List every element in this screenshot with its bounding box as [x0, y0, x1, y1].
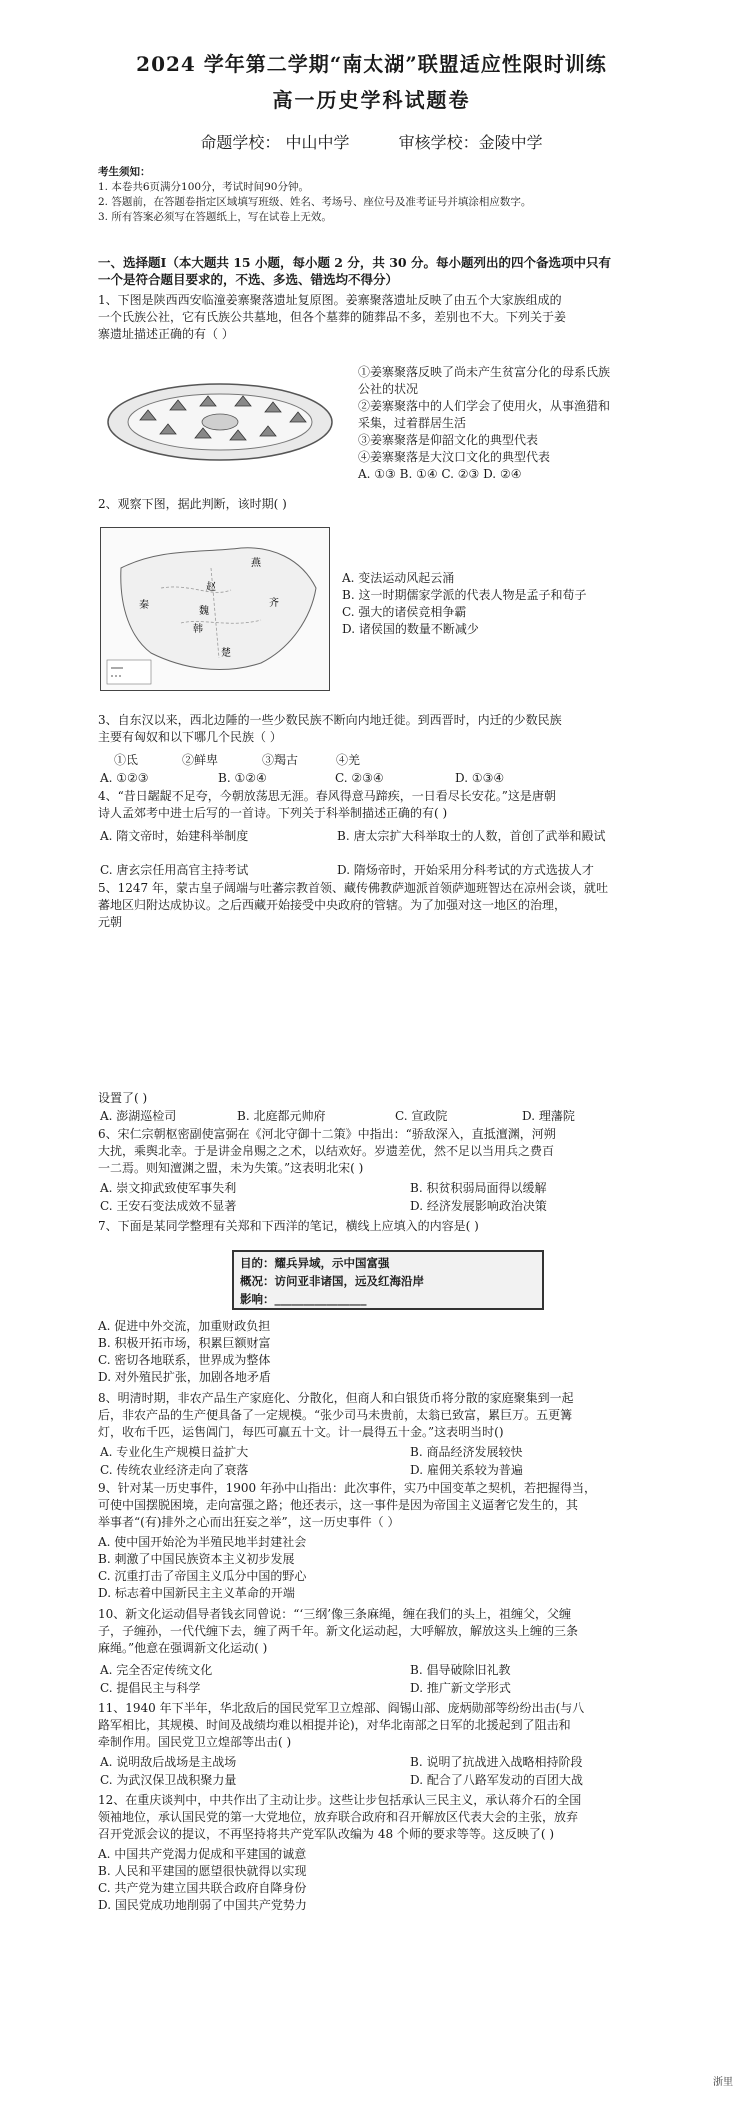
stem-line: 一二焉。则知澶渊之盟，未为失策。”这表明北宋( )	[98, 1161, 364, 1175]
stem-line: 可使中国摆脱困境，走向富强之路；他还表示，这一事件是因为帝国主义逼奢它发生的，其	[98, 1498, 579, 1512]
section-heading-line: 一、选择题Ⅰ（本大题共 15 小题，每小题 2 分，共 30 分。每小题列出的四个备选项中只有	[98, 255, 611, 270]
q3-item: ①氐	[114, 753, 139, 767]
stem-line: 5、1247 年，蒙古皇子阔端与吐蕃宗教首领、藏传佛教萨迦派首领萨迦班智达在凉州会谈，就吐	[98, 881, 608, 895]
stem-line: 主要有匈奴和以下哪几个民族（ ）	[98, 730, 282, 744]
option[interactable]: D. 经济发展影响政治决策	[410, 1199, 547, 1213]
option[interactable]: D. 配合了八路军发动的百团大战	[410, 1773, 583, 1787]
option[interactable]: B. 人民和平建国的愿望很快就得以实现	[98, 1864, 307, 1878]
stem-line: 子，子缠孙，一代代缠下去，缠了两千年。新文化运动起，大呼解放，解放这头上缠的三条	[98, 1624, 579, 1638]
option[interactable]: D. 理藩院	[522, 1109, 575, 1123]
option[interactable]: A. ①②③	[100, 771, 149, 785]
option[interactable]: C. 共产党为建立国共联合政府自降身份	[98, 1881, 307, 1895]
question-2-stem: 2、观察下图，据此判断，该时期( )	[98, 497, 287, 511]
stem-line: 寨遗址描述正确的有（ ）	[98, 327, 234, 341]
exam-notes	[98, 165, 531, 225]
map-image	[101, 528, 329, 690]
option[interactable]: B. 商品经济发展较快	[410, 1445, 523, 1459]
question-12-stem	[98, 1792, 653, 1843]
note-item: 2. 答题前，在答题卷指定区域填写班级、姓名、考场号、座位号及准考证号并填涂相应数字。	[98, 196, 532, 208]
section-heading-line: 一个是符合题目要求的，不选、多选、错选均不得分）	[98, 272, 399, 287]
map-label-qin: 秦	[139, 600, 149, 611]
zheng-he-notes-box	[232, 1250, 544, 1310]
option[interactable]: B. 刺激了中国民族资本主义初步发展	[98, 1552, 295, 1566]
question-7-options	[98, 1318, 653, 1386]
option[interactable]: A. 变法运动风起云涌	[342, 571, 455, 585]
section-heading	[98, 254, 658, 288]
option[interactable]: B. 这一时期儒家学派的代表人物是孟子和荀子	[342, 588, 587, 602]
reviewer-school: 审核学校：金陵中学	[398, 133, 543, 152]
question-7-stem: 7、下面是某同学整理有关郑和下西洋的笔记，横线上应填入的内容是( )	[98, 1219, 479, 1233]
statement: ③姜寨聚落是仰韶文化的典型代表	[358, 433, 539, 447]
map-label-qi: 齐	[269, 598, 279, 609]
exam-subtitle: 高一历史学科试题卷	[272, 88, 471, 112]
question-4-stem	[98, 788, 653, 822]
option[interactable]: C. 强大的诸侯竞相争霸	[342, 605, 467, 619]
question-1-stem	[98, 292, 653, 343]
stem-line: 8、明清时期，非农产品生产家庭化、分散化，但商人和白银货币将分散的家庭聚集到一起	[98, 1391, 574, 1405]
village-reconstruction-image	[100, 370, 340, 466]
stem-line: 3、自东汉以来，西北边陲的一些少数民族不断向内地迁徙。到西晋时，内迁的少数民族	[98, 713, 562, 727]
option[interactable]: D. 隋炀帝时，开始采用分科考试的方式选拔人才	[337, 863, 594, 877]
stem-line: 12、在重庆谈判中，中共作出了主动让步。这些让步包括承认三民主义，承认蒋介石的全国	[98, 1793, 582, 1807]
map-label-wei: 魏	[199, 606, 209, 617]
option[interactable]: A. 专业化生产规模日益扩大	[100, 1445, 249, 1459]
stem-line: 元朝	[98, 915, 123, 929]
statement: 采集，过着群居生活	[358, 416, 467, 430]
question-8-stem	[98, 1390, 653, 1441]
note-row: 目的：耀兵异域，示中国富强	[240, 1256, 390, 1270]
map-label-zhao: 赵	[206, 582, 216, 593]
note-item: 1. 本卷共6页满分100分，考试时间90分钟。	[98, 181, 309, 193]
question-6-stem	[98, 1126, 653, 1177]
note-row: 概况：访问亚非诸国，远及红海沿岸	[240, 1274, 424, 1288]
question-11-stem	[98, 1700, 653, 1751]
q3-item: ③羯古	[262, 753, 299, 767]
option[interactable]: D. 诸侯国的数量不断减少	[342, 622, 479, 636]
stem-line: 大扰，乘舆北幸。于是讲金帛赐之之术，以结欢好。岁遗差优，然不足以当用兵之费百	[98, 1144, 555, 1158]
option[interactable]: A. 使中国开始沦为半殖民地半封建社会	[98, 1535, 307, 1549]
exam-title: 2024 学年第二学期“南太湖”联盟适应性限时训练	[136, 52, 607, 76]
statement: ①姜寨聚落反映了尚未产生贫富分化的母系氏族	[358, 365, 611, 379]
notes-heading: 考生须知：	[98, 166, 151, 178]
option[interactable]: D. 对外殖民扩张，加剧各地矛盾	[98, 1370, 271, 1384]
warring-states-map	[100, 527, 330, 691]
option[interactable]: B. 积贫积弱局面得以缓解	[410, 1181, 547, 1195]
option[interactable]: A. 促进中外交流，加重财政负担	[98, 1319, 271, 1333]
option[interactable]: D. 雇佣关系较为普遍	[410, 1463, 523, 1477]
option[interactable]: C. 唐玄宗任用高官主持考试	[100, 863, 249, 877]
q3-item: ④羌	[336, 753, 361, 767]
q3-item: ②鲜卑	[182, 753, 219, 767]
statement: ②姜寨聚落中的人们学会了使用火，从事渔猎和	[358, 399, 611, 413]
option[interactable]: A. 隋文帝时，始建科举制度	[100, 829, 249, 843]
stem-line: 一个氏族公社，它有氏族公共墓地，但各个墓葬的随葬品不多，差别也不大。下列关于姜	[98, 310, 567, 324]
question-5-tail: 设置了( )	[98, 1091, 148, 1105]
option[interactable]: A. 说明敌后战场是主战场	[100, 1755, 237, 1769]
stem-line: 灯，收布千匹，运售阊门，每匹可赢五十文。计一晨得五十金。”这表明当时()	[98, 1425, 504, 1439]
question-1-figure	[100, 370, 340, 466]
question-1-statements	[358, 364, 658, 483]
question-1-options[interactable]: A. ①③ B. ①④ C. ②③ D. ②④	[358, 467, 522, 481]
option[interactable]: B. 唐太宗扩大科举取士的人数，首创了武举和殿试	[337, 829, 606, 843]
stem-line: 1、下图是陕西西安临潼姜寨聚落遗址复原图。姜寨聚落遗址反映了由五个大家族组成的	[98, 293, 562, 307]
stem-line: 11、1940 年下半年，华北敌后的国民党军卫立煌部、阎锡山部、庞炳勋部等纷纷出击(与八	[98, 1701, 585, 1715]
option[interactable]: A. 中国共产党渴力促成和平建国的诚意	[98, 1847, 307, 1861]
stem-line: 6、宋仁宗朝枢密副使富弼在《河北守御十二策》中指出：“骄敌深入，直抵澶渊，河朔	[98, 1127, 556, 1141]
option[interactable]: A. 完全否定传统文化	[100, 1663, 213, 1677]
question-5-stem	[98, 880, 653, 931]
stem-line: 4、“昔日龌龊不足夸，今朝放荡思无涯。春风得意马蹄疾，一日看尽长安花。”这是唐朝	[98, 789, 556, 803]
option[interactable]: B. 北庭都元帅府	[237, 1109, 326, 1123]
option[interactable]: C. 宣政院	[395, 1109, 448, 1123]
stem-line: 牵制作用。国民党卫立煌部等出击( )	[98, 1735, 292, 1749]
option[interactable]: C. 传统农业经济走向了衰落	[100, 1463, 249, 1477]
stem-line: 后，非农产品的生产便具备了一定规模。“张少司马未贵前，太翁已致富，累巨万。五更篝	[98, 1408, 573, 1422]
stem-line: 麻绳。”他意在强调新文化运动( )	[98, 1641, 268, 1655]
map-label-han: 韩	[193, 624, 203, 635]
statement: 公社的状况	[358, 382, 419, 396]
option[interactable]: B. 积极开拓市场，积累巨额财富	[98, 1336, 271, 1350]
stem-line: 9、针对某一历史事件，1900 年孙中山指出：此次事件，实乃中国变革之契机，若把握得当，	[98, 1481, 596, 1495]
note-row[interactable]: 影响：________________	[240, 1292, 367, 1306]
question-2-options	[342, 570, 662, 638]
option[interactable]: D. 标志着中国新民主主义革命的开端	[98, 1586, 295, 1600]
question-12-options	[98, 1846, 653, 1914]
stem-line: 诗人孟郊考中进士后写的一首诗。下列关于科举制描述正确的有( )	[98, 806, 448, 820]
option[interactable]: C. ②③④	[335, 771, 384, 785]
map-label-chu: 楚	[221, 648, 231, 659]
note-item: 3. 所有答案必须写在答题纸上，写在试卷上无效。	[98, 211, 332, 223]
question-3-stem	[98, 712, 653, 746]
question-9-options	[98, 1534, 653, 1602]
option[interactable]: D. ①③④	[455, 771, 505, 785]
option[interactable]: C. 王安石变法成效不显著	[100, 1199, 237, 1213]
option[interactable]: B. ①②④	[218, 771, 267, 785]
stem-line: 路军相比，其规模、时间及战绩均难以相提并论)，对华北南部之日军的北援起到了阻击和	[98, 1718, 571, 1732]
option[interactable]: C. 提倡民主与科学	[100, 1681, 201, 1695]
stem-line: 10、新文化运动倡导者钱玄同曾说：“‘三纲’像三条麻绳，缠在我们的头上，祖缠父，父缠	[98, 1607, 572, 1621]
option[interactable]: A. 澎湖巡检司	[100, 1109, 177, 1123]
stem-line: 召开党派会议的提议，不再坚持将共产党军队改编为 48 个师的要求等等。这反映了( )	[98, 1827, 555, 1841]
statement: ④姜寨聚落是大汶口文化的典型代表	[358, 450, 551, 464]
option[interactable]: C. 密切各地联系，世界成为整体	[98, 1353, 271, 1367]
question-9-stem	[98, 1480, 653, 1531]
option[interactable]: D. 推广新文学形式	[410, 1681, 511, 1695]
stem-line: 蕃地区归附达成协议。之后西藏开始接受中央政府的管辖。为了加强对这一地区的治理，	[98, 898, 567, 912]
option[interactable]: A. 崇文抑武致使军事失利	[100, 1181, 237, 1195]
map-label-yan: 燕	[251, 558, 261, 569]
option[interactable]: C. 沉重打击了帝国主义瓜分中国的野心	[98, 1569, 307, 1583]
option[interactable]: B. 倡导破除旧礼教	[410, 1663, 511, 1677]
question-10-stem	[98, 1606, 653, 1657]
proposer-school: 命题学校： 中山中学	[200, 133, 350, 152]
stem-line: 举事者“(有)排外之心而出狂妄之举”，这一历史事件（ ）	[98, 1515, 400, 1529]
schools-line	[0, 130, 743, 153]
corner-watermark: 浙里	[713, 2077, 733, 2088]
option[interactable]: B. 说明了抗战进入战略相持阶段	[410, 1755, 583, 1769]
option[interactable]: C. 为武汉保卫战积聚力量	[100, 1773, 237, 1787]
stem-line: 领袖地位，承认国民党的第一大党地位，放弃联合政府和召开解放区代表大会的主张，放弃	[98, 1810, 579, 1824]
option[interactable]: D. 国民党成功地削弱了中国共产党势力	[98, 1898, 307, 1912]
